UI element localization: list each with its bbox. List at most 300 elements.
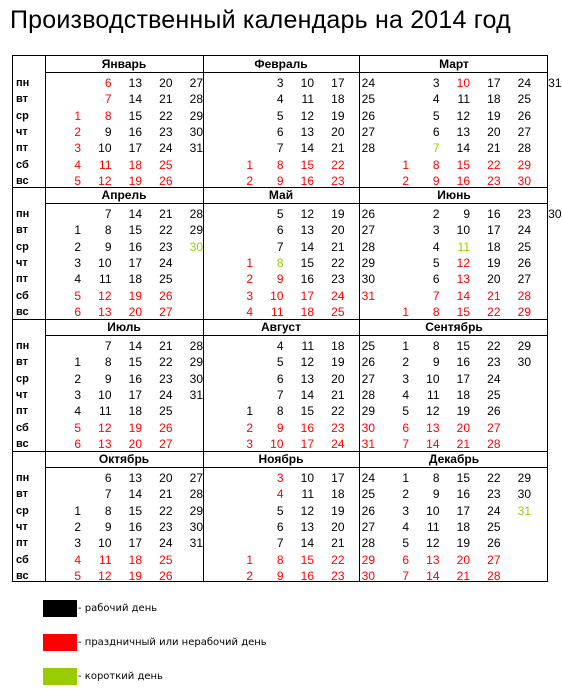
day-cell: 24 xyxy=(331,288,345,303)
day-cell: 28 xyxy=(517,141,531,156)
day-cell: 19 xyxy=(331,207,345,221)
day-cell: 17 xyxy=(456,371,470,386)
day-cell: 7 xyxy=(276,387,284,402)
day-cell: 30 xyxy=(189,239,203,254)
day-cell: 22 xyxy=(487,471,501,485)
weekday-label: вт xyxy=(16,488,29,501)
day-cell: 20 xyxy=(128,304,142,319)
calendar-grid xyxy=(12,55,562,583)
day-cell: 28 xyxy=(189,487,203,502)
day-cell: 3 xyxy=(402,503,409,518)
day-cell: 13 xyxy=(98,304,112,319)
day-cell: 19 xyxy=(487,108,501,123)
day-cell: 5 xyxy=(74,568,81,583)
day-cell: 15 xyxy=(456,157,470,172)
day-cell: 25 xyxy=(159,552,173,567)
day-cell: 22 xyxy=(331,157,345,172)
day-cell: 18 xyxy=(128,404,142,419)
day-cell: 1 xyxy=(74,223,81,238)
day-cell: 6 xyxy=(432,124,440,139)
month-name: Июль xyxy=(107,320,141,334)
month-name: Сентябрь xyxy=(425,320,483,334)
day-cell: 20 xyxy=(331,519,345,534)
day-cell: 9 xyxy=(276,420,284,435)
legend-label: - праздничный или нерабочий день xyxy=(78,637,267,648)
day-cell: 23 xyxy=(487,173,501,188)
day-cell: 23 xyxy=(331,568,345,583)
day-cell: 29 xyxy=(361,255,375,270)
month-header-divider xyxy=(45,467,547,468)
day-cell: 30 xyxy=(517,487,531,502)
day-cell: 12 xyxy=(300,108,314,123)
day-cell: 24 xyxy=(361,471,375,485)
weekday-label: пн xyxy=(16,77,30,89)
weekday-label: сб xyxy=(16,553,29,566)
day-cell: 8 xyxy=(276,552,284,567)
day-cell: 5 xyxy=(432,108,440,123)
day-cell: 27 xyxy=(361,519,375,534)
day-cell: 18 xyxy=(487,239,501,254)
day-cell: 18 xyxy=(128,157,142,172)
day-cell: 3 xyxy=(74,387,81,402)
day-cell: 26 xyxy=(361,355,375,370)
day-cell: 28 xyxy=(189,92,203,107)
day-cell: 25 xyxy=(517,239,531,254)
month-name: Май xyxy=(268,188,294,202)
day-cell: 9 xyxy=(276,568,284,583)
day-cell: 26 xyxy=(517,255,531,270)
day-cell: 19 xyxy=(128,568,142,583)
day-cell: 7 xyxy=(432,141,440,156)
day-cell: 21 xyxy=(331,536,345,551)
day-cell: 3 xyxy=(432,223,440,238)
day-cell: 13 xyxy=(300,223,314,238)
day-cell: 11 xyxy=(457,92,470,107)
weekday-label: пт xyxy=(16,537,29,550)
day-cell: 11 xyxy=(271,304,284,319)
day-cell: 13 xyxy=(300,519,314,534)
day-cell: 5 xyxy=(276,503,284,518)
day-cell: 11 xyxy=(99,552,112,567)
day-cell: 28 xyxy=(361,536,375,551)
day-cell: 16 xyxy=(300,272,314,287)
day-cell: 13 xyxy=(128,471,142,485)
day-cell: 17 xyxy=(487,76,501,90)
day-cell: 8 xyxy=(276,157,284,172)
day-cell: 7 xyxy=(432,288,440,303)
day-cell: 23 xyxy=(331,420,345,435)
month-header-divider xyxy=(45,72,547,73)
day-cell: 7 xyxy=(276,536,284,551)
day-cell: 26 xyxy=(159,173,173,188)
day-cell: 21 xyxy=(159,207,173,221)
day-cell: 2 xyxy=(74,519,81,534)
day-cell: 13 xyxy=(300,124,314,139)
day-cell: 12 xyxy=(98,288,112,303)
day-cell: 4 xyxy=(276,92,284,107)
day-cell: 3 xyxy=(432,76,440,90)
day-cell: 15 xyxy=(456,471,470,485)
weekday-label: пн xyxy=(16,340,30,352)
day-cell: 25 xyxy=(487,387,501,402)
day-cell: 15 xyxy=(128,223,142,238)
day-cell: 11 xyxy=(99,157,112,172)
month-name: Август xyxy=(261,320,301,334)
day-cell: 14 xyxy=(300,141,314,156)
day-cell: 24 xyxy=(361,76,375,90)
day-cell: 1 xyxy=(246,404,253,419)
day-cell: 1 xyxy=(74,503,81,518)
day-cell: 6 xyxy=(276,124,284,139)
day-cell: 23 xyxy=(487,487,501,502)
day-cell: 5 xyxy=(276,355,284,370)
day-cell: 20 xyxy=(128,436,142,451)
day-cell: 13 xyxy=(128,76,142,90)
day-cell: 23 xyxy=(159,124,173,139)
day-cell: 25 xyxy=(517,92,531,107)
weekday-label: пн xyxy=(16,208,30,220)
day-cell: 19 xyxy=(128,288,142,303)
month-name: Декабрь xyxy=(428,452,480,466)
day-cell: 9 xyxy=(104,124,112,139)
day-cell: 10 xyxy=(270,436,284,451)
day-cell: 27 xyxy=(159,304,173,319)
day-cell: 4 xyxy=(246,304,253,319)
day-cell: 16 xyxy=(456,487,470,502)
day-cell: 12 xyxy=(98,568,112,583)
day-cell: 14 xyxy=(300,536,314,551)
day-cell: 12 xyxy=(300,355,314,370)
day-cell: 23 xyxy=(159,239,173,254)
day-cell: 18 xyxy=(128,272,142,287)
day-cell: 8 xyxy=(104,355,112,370)
day-cell: 22 xyxy=(331,255,345,270)
weekday-label: ср xyxy=(16,240,29,253)
day-cell: 9 xyxy=(104,371,112,386)
day-cell: 20 xyxy=(159,76,173,90)
day-cell: 5 xyxy=(432,255,440,270)
day-cell: 31 xyxy=(517,503,531,518)
day-cell: 21 xyxy=(331,141,345,156)
day-cell: 28 xyxy=(189,339,203,353)
day-cell: 10 xyxy=(426,371,440,386)
day-cell: 14 xyxy=(456,141,470,156)
day-cell: 26 xyxy=(361,503,375,518)
day-cell: 19 xyxy=(456,536,470,551)
day-cell: 7 xyxy=(104,339,112,353)
day-cell: 23 xyxy=(487,355,501,370)
day-cell: 2 xyxy=(74,371,81,386)
day-cell: 7 xyxy=(104,92,112,107)
day-cell: 4 xyxy=(74,272,81,287)
day-cell: 28 xyxy=(361,141,375,156)
day-cell: 15 xyxy=(128,108,142,123)
day-cell: 20 xyxy=(159,471,173,485)
day-cell: 16 xyxy=(456,355,470,370)
day-cell: 5 xyxy=(402,404,409,419)
day-cell: 1 xyxy=(246,552,253,567)
day-cell: 30 xyxy=(548,207,562,221)
day-cell: 18 xyxy=(300,304,314,319)
day-cell: 8 xyxy=(432,304,440,319)
day-cell: 26 xyxy=(159,420,173,435)
day-cell: 20 xyxy=(331,124,345,139)
weekday-label: вс xyxy=(16,437,29,450)
weekday-label: чт xyxy=(16,125,28,138)
day-cell: 6 xyxy=(276,519,284,534)
page-title: Производственный календарь на 2014 год xyxy=(10,6,511,34)
day-cell: 10 xyxy=(98,536,112,551)
legend-swatch xyxy=(43,634,77,651)
day-cell: 16 xyxy=(456,173,470,188)
day-cell: 20 xyxy=(487,272,501,287)
day-cell: 30 xyxy=(517,355,531,370)
day-cell: 9 xyxy=(432,355,440,370)
day-cell: 23 xyxy=(159,371,173,386)
day-cell: 17 xyxy=(128,387,142,402)
day-cell: 7 xyxy=(402,436,409,451)
day-cell: 10 xyxy=(98,141,112,156)
legend-label: - короткий день xyxy=(78,671,163,682)
day-cell: 10 xyxy=(456,76,470,90)
day-cell: 3 xyxy=(276,76,284,90)
day-cell: 27 xyxy=(517,124,531,139)
day-cell: 31 xyxy=(361,436,375,451)
day-cell: 15 xyxy=(456,304,470,319)
day-cell: 22 xyxy=(159,223,173,238)
day-cell: 21 xyxy=(456,568,470,583)
day-cell: 10 xyxy=(300,76,314,90)
day-cell: 26 xyxy=(487,536,501,551)
day-cell: 4 xyxy=(74,157,81,172)
day-cell: 17 xyxy=(128,141,142,156)
day-cell: 2 xyxy=(74,124,81,139)
day-cell: 12 xyxy=(456,255,470,270)
day-cell: 2 xyxy=(246,173,253,188)
day-cell: 16 xyxy=(300,420,314,435)
day-cell: 21 xyxy=(159,92,173,107)
day-cell: 16 xyxy=(128,124,142,139)
day-cell: 30 xyxy=(517,173,531,188)
day-cell: 22 xyxy=(487,157,501,172)
day-cell: 1 xyxy=(74,108,81,123)
day-cell: 22 xyxy=(159,355,173,370)
day-cell: 5 xyxy=(402,536,409,551)
day-cell: 9 xyxy=(276,173,284,188)
day-cell: 18 xyxy=(331,92,345,107)
day-cell: 24 xyxy=(517,76,531,90)
day-cell: 1 xyxy=(402,304,409,319)
day-cell: 4 xyxy=(432,239,440,254)
month-name: Июнь xyxy=(437,188,471,202)
day-cell: 9 xyxy=(432,173,440,188)
day-cell: 27 xyxy=(361,124,375,139)
day-cell: 2 xyxy=(402,355,409,370)
day-cell: 4 xyxy=(74,404,81,419)
legend-label: - рабочий день xyxy=(78,603,158,614)
day-cell: 24 xyxy=(159,387,173,402)
day-cell: 1 xyxy=(402,471,409,485)
day-cell: 14 xyxy=(426,436,440,451)
day-cell: 17 xyxy=(331,471,345,485)
weekday-label: чт xyxy=(16,520,28,533)
day-cell: 3 xyxy=(246,288,253,303)
month-name: Ноябрь xyxy=(258,452,304,466)
day-cell: 18 xyxy=(331,339,345,353)
legend-swatch xyxy=(43,600,77,617)
day-cell: 3 xyxy=(74,536,81,551)
day-cell: 21 xyxy=(331,239,345,254)
day-cell: 29 xyxy=(189,355,203,370)
day-cell: 23 xyxy=(331,173,345,188)
day-cell: 16 xyxy=(128,371,142,386)
day-cell: 12 xyxy=(300,503,314,518)
legend-swatch xyxy=(43,668,77,685)
day-cell: 23 xyxy=(517,207,531,221)
day-cell: 26 xyxy=(487,404,501,419)
day-cell: 29 xyxy=(189,223,203,238)
day-cell: 27 xyxy=(189,76,203,90)
day-cell: 2 xyxy=(246,272,253,287)
day-cell: 22 xyxy=(487,304,501,319)
day-cell: 3 xyxy=(402,371,409,386)
weekday-label: вс xyxy=(16,569,29,582)
weekday-label: ср xyxy=(16,372,29,385)
day-cell: 14 xyxy=(300,239,314,254)
day-cell: 13 xyxy=(456,272,470,287)
day-cell: 17 xyxy=(300,288,314,303)
day-cell: 7 xyxy=(276,239,284,254)
day-cell: 10 xyxy=(456,223,470,238)
day-cell: 10 xyxy=(98,387,112,402)
day-cell: 22 xyxy=(331,404,345,419)
day-cell: 2 xyxy=(402,487,409,502)
day-cell: 21 xyxy=(456,436,470,451)
day-cell: 27 xyxy=(159,436,173,451)
weekday-label: пт xyxy=(16,273,29,286)
day-cell: 11 xyxy=(301,339,314,353)
day-cell: 8 xyxy=(104,503,112,518)
day-cell: 29 xyxy=(517,471,531,485)
day-cell: 27 xyxy=(361,223,375,238)
day-cell: 6 xyxy=(104,76,112,90)
day-cell: 20 xyxy=(487,124,501,139)
day-cell: 1 xyxy=(246,255,253,270)
day-cell: 20 xyxy=(456,420,470,435)
day-cell: 26 xyxy=(159,288,173,303)
day-cell: 23 xyxy=(159,519,173,534)
day-cell: 31 xyxy=(189,536,203,551)
day-cell: 29 xyxy=(517,304,531,319)
day-cell: 25 xyxy=(361,92,375,107)
day-cell: 5 xyxy=(74,420,81,435)
day-cell: 8 xyxy=(432,339,440,353)
day-cell: 30 xyxy=(189,371,203,386)
day-cell: 16 xyxy=(487,207,501,221)
day-cell: 19 xyxy=(331,503,345,518)
weekday-label: сб xyxy=(16,421,29,434)
day-cell: 22 xyxy=(331,552,345,567)
weekday-label: чт xyxy=(16,388,28,401)
day-cell: 18 xyxy=(487,92,501,107)
day-cell: 19 xyxy=(128,173,142,188)
day-cell: 14 xyxy=(300,387,314,402)
day-cell: 24 xyxy=(487,371,501,386)
day-cell: 14 xyxy=(128,487,142,502)
day-cell: 4 xyxy=(276,339,284,353)
day-cell: 6 xyxy=(402,552,409,567)
day-cell: 30 xyxy=(189,124,203,139)
day-cell: 5 xyxy=(74,173,81,188)
day-cell: 28 xyxy=(487,436,501,451)
day-cell: 26 xyxy=(159,568,173,583)
day-cell: 20 xyxy=(331,223,345,238)
day-cell: 8 xyxy=(104,108,112,123)
day-cell: 16 xyxy=(128,239,142,254)
day-cell: 3 xyxy=(246,436,253,451)
day-cell: 21 xyxy=(487,141,501,156)
weekday-label: сб xyxy=(16,289,29,302)
day-cell: 22 xyxy=(159,503,173,518)
day-cell: 17 xyxy=(456,503,470,518)
day-cell: 6 xyxy=(104,471,112,485)
day-cell: 21 xyxy=(159,339,173,353)
day-cell: 3 xyxy=(74,141,81,156)
day-cell: 11 xyxy=(301,92,314,107)
day-cell: 1 xyxy=(246,157,253,172)
day-cell: 7 xyxy=(104,487,112,502)
day-cell: 27 xyxy=(361,371,375,386)
day-cell: 31 xyxy=(361,288,375,303)
day-cell: 9 xyxy=(104,519,112,534)
month-name: Апрель xyxy=(101,188,147,202)
day-cell: 15 xyxy=(128,503,142,518)
day-cell: 13 xyxy=(300,371,314,386)
day-cell: 2 xyxy=(432,207,440,221)
day-cell: 31 xyxy=(189,387,203,402)
weekday-label: ср xyxy=(16,504,29,517)
day-cell: 15 xyxy=(300,157,314,172)
month-name: Октябрь xyxy=(98,452,150,466)
day-cell: 15 xyxy=(300,404,314,419)
day-cell: 30 xyxy=(361,568,375,583)
day-cell: 4 xyxy=(402,519,409,534)
day-cell: 4 xyxy=(432,92,440,107)
day-cell: 25 xyxy=(159,272,173,287)
day-cell: 8 xyxy=(432,471,440,485)
day-cell: 28 xyxy=(361,239,375,254)
day-cell: 7 xyxy=(402,568,409,583)
day-cell: 17 xyxy=(300,436,314,451)
day-cell: 6 xyxy=(276,223,284,238)
day-cell: 8 xyxy=(432,157,440,172)
day-cell: 28 xyxy=(487,568,501,583)
day-cell: 24 xyxy=(159,141,173,156)
day-cell: 8 xyxy=(104,223,112,238)
day-cell: 25 xyxy=(361,487,375,502)
day-cell: 26 xyxy=(517,108,531,123)
day-cell: 4 xyxy=(276,487,284,502)
day-cell: 28 xyxy=(517,288,531,303)
day-cell: 6 xyxy=(276,371,284,386)
day-cell: 4 xyxy=(402,387,409,402)
day-cell: 14 xyxy=(128,207,142,221)
day-cell: 11 xyxy=(99,404,112,419)
day-cell: 27 xyxy=(487,420,501,435)
weekday-label: ср xyxy=(16,109,29,122)
day-cell: 10 xyxy=(98,255,112,270)
day-cell: 24 xyxy=(159,536,173,551)
